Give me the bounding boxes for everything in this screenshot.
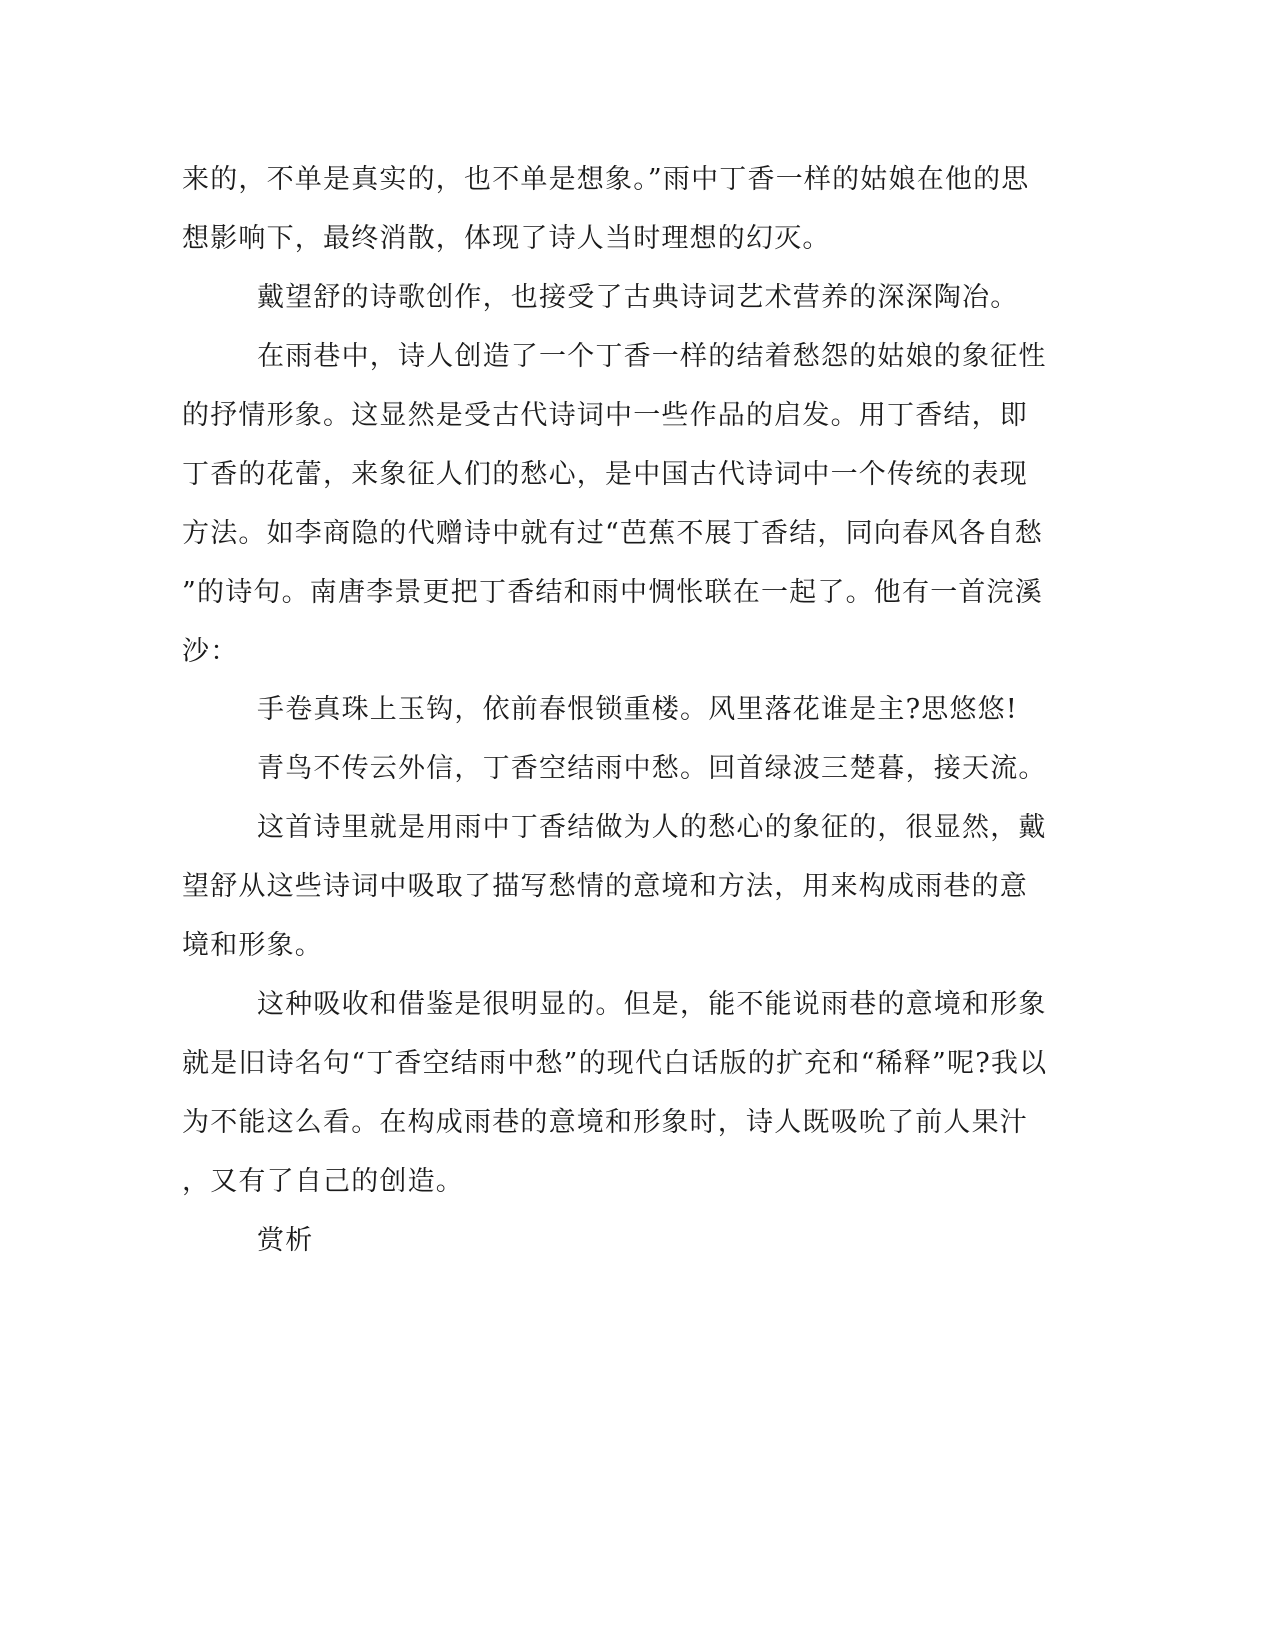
text-line: 方法。如李商隐的代赠诗中就有过“芭蕉不展丁香结，同向春风各自愁	[182, 518, 1044, 549]
text-line: 的抒情形象。这显然是受古代诗词中一些作品的启发。用丁香结，即	[182, 400, 1028, 431]
text-line: 境和形象。	[182, 930, 323, 961]
text-line: 望舒从这些诗词中吸取了描写愁情的意境和方法，用来构成雨巷的意	[182, 871, 1028, 902]
text-line: 想影响下，最终消散，体现了诗人当时理想的幻灭。	[182, 223, 831, 254]
text-line: 来的，不单是真实的，也不单是想象。”雨中丁香一样的姑娘在他的思	[182, 164, 1030, 195]
text-line: ，又有了自己的创造。	[182, 1166, 464, 1197]
section-heading: 赏析	[257, 1225, 314, 1256]
text-line: 这种吸收和借鉴是很明显的。但是，能不能说雨巷的意境和形象	[257, 989, 1047, 1020]
text-line: 为不能这么看。在构成雨巷的意境和形象时，诗人既吸吮了前人果汁	[182, 1107, 1028, 1138]
text-line: ”的诗句。南唐李景更把丁香结和雨中惆怅联在一起了。他有一首浣溪	[182, 577, 1044, 608]
text-line: 沙：	[182, 636, 239, 667]
text-line: 丁香的花蕾，来象征人们的愁心，是中国古代诗词中一个传统的表现	[182, 459, 1028, 490]
text-line: 戴望舒的诗歌创作，也接受了古典诗词艺术营养的深深陶冶。	[257, 282, 1019, 313]
text-line: 就是旧诗名句“丁香空结雨中愁”的现代白话版的扩充和“稀释”呢?我以	[182, 1048, 1048, 1079]
text-line: 手卷真珠上玉钩，依前春恨锁重楼。风里落花谁是主?思悠悠!	[257, 694, 1018, 725]
text-line: 在雨巷中，诗人创造了一个丁香一样的结着愁怨的姑娘的象征性	[257, 341, 1047, 372]
text-line: 青鸟不传云外信，丁香空结雨中愁。回首绿波三楚暮，接天流。	[257, 753, 1047, 784]
text-line: 这首诗里就是用雨中丁香结做为人的愁心的象征的，很显然，戴	[257, 812, 1047, 843]
